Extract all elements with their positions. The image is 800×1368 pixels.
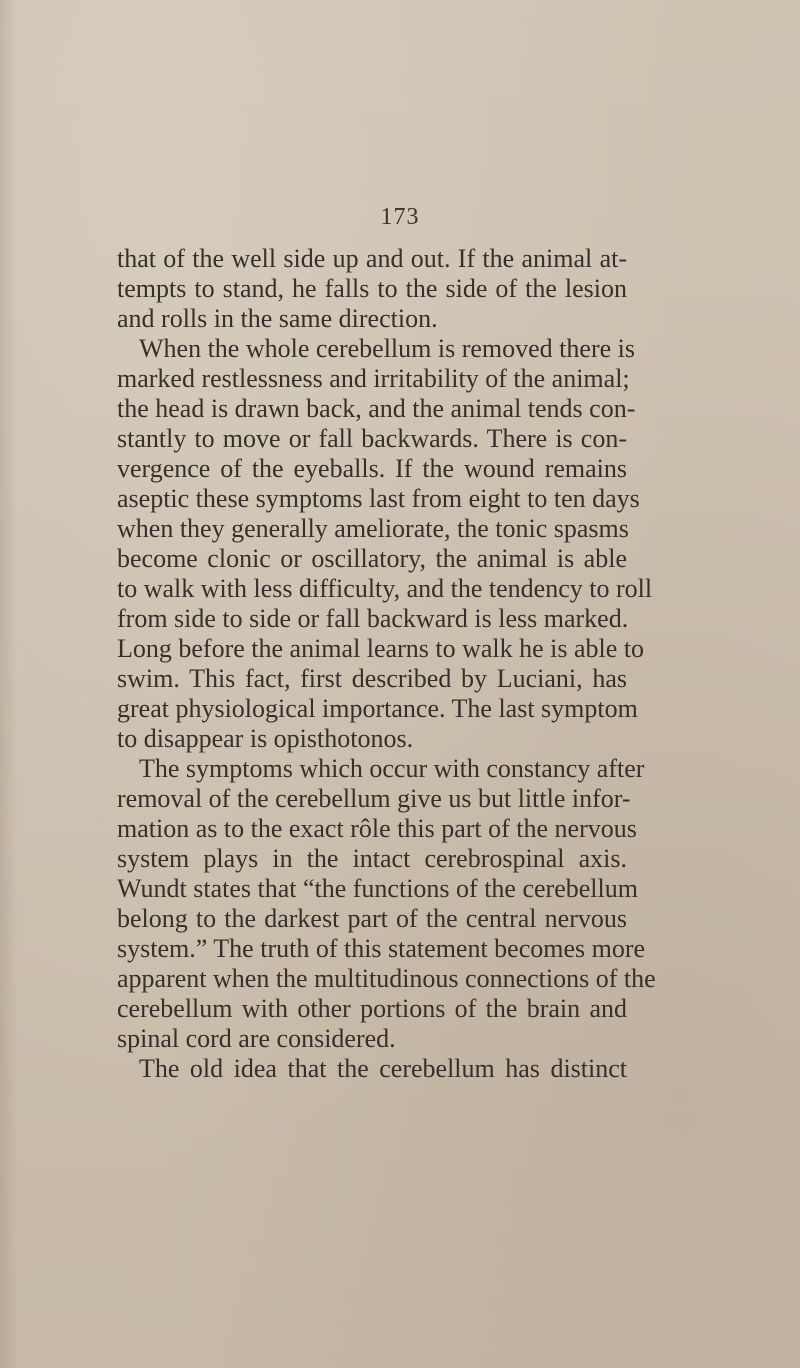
text-line: Long before the animal learns to walk he is able to [117, 634, 645, 663]
text-line: stantly to move or fall backwards. There is con- [117, 424, 627, 453]
text-line: mation as to the exact rôle this part of the nervous [117, 814, 637, 843]
text-line: from side to side or fall backward is less marked. [117, 604, 629, 633]
text-line: cerebellum with other portions of the brain and [117, 994, 627, 1023]
text-line: aseptic these symptoms last from eight to ten days [117, 484, 640, 513]
text-line: and rolls in the same direction. [117, 304, 438, 333]
text-line: system plays in the intact cerebrospinal axis. [117, 844, 627, 873]
page-number: 173 [380, 204, 420, 230]
text-line: Wundt states that “the functions of the cerebellum [117, 874, 638, 903]
text-line: swim. This fact, first described by Luciani, has [117, 664, 627, 693]
text-line: The symptoms which occur with constancy after [139, 754, 645, 783]
text-line: When the whole cerebellum is removed there is [139, 334, 635, 363]
text-line: apparent when the multitudinous connections of the [117, 964, 656, 993]
paragraph-4 [117, 1054, 627, 1084]
text-line: tempts to stand, he falls to the side of the lesion [117, 274, 627, 303]
text-line: spinal cord are considered. [117, 1024, 396, 1053]
text-line: when they generally ameliorate, the tonic spasms [117, 514, 629, 543]
text-line: become clonic or oscillatory, the animal is able [117, 544, 627, 573]
text-line: to disappear is opisthotonos. [117, 724, 414, 753]
text-line: removal of the cerebellum give us but little infor- [117, 784, 631, 813]
paragraph-3 [117, 754, 656, 1054]
text-line: system.” The truth of this statement becomes more [117, 934, 646, 963]
text-line: to walk with less difficulty, and the tendency to roll [117, 574, 653, 603]
text-line: marked restlessness and irritability of the animal; [117, 364, 630, 393]
paragraph-1 [117, 244, 627, 334]
text-line: that of the well side up and out. If the animal at- [117, 244, 627, 273]
paragraph-2 [117, 334, 653, 754]
text-line: vergence of the eyeballs. If the wound remains [117, 454, 627, 483]
text-line: the head is drawn back, and the animal tends con- [117, 394, 636, 423]
text-line: great physiological importance. The last symptom [117, 694, 638, 723]
text-line: The old idea that the cerebellum has distinct [139, 1054, 627, 1083]
body-text [117, 244, 656, 1084]
text-line: belong to the darkest part of the central nervous [117, 904, 627, 933]
